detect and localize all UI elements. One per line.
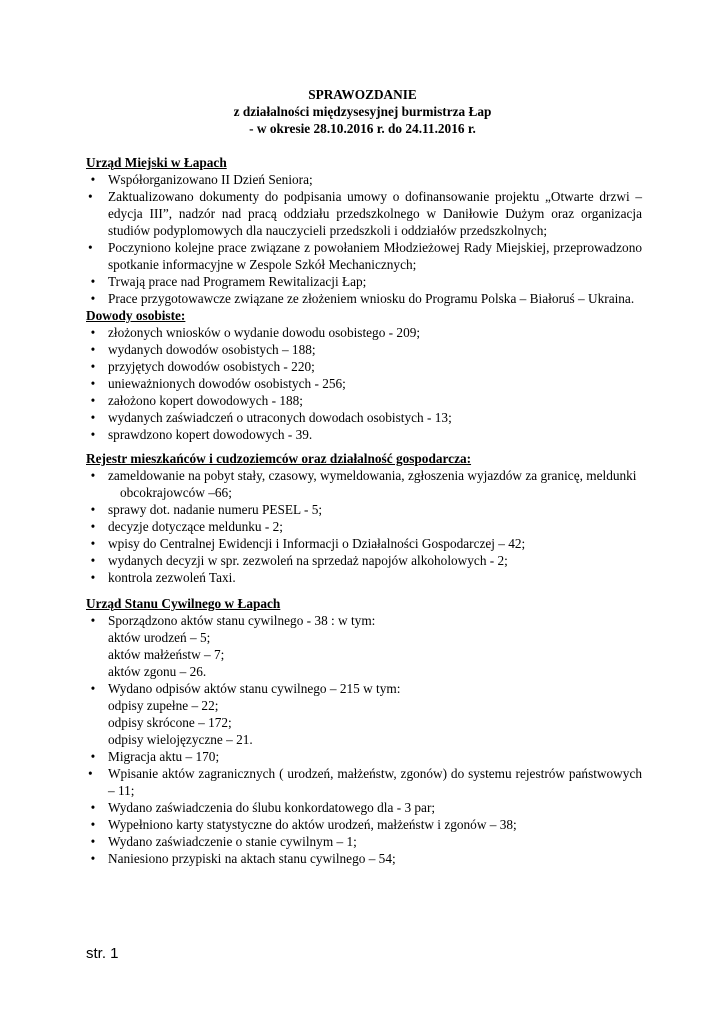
list-item [86, 816, 642, 833]
bullet-icon: • [90, 681, 96, 696]
bullet-icon: • [90, 393, 96, 408]
section-title: Urząd Miejski w Łapach [86, 155, 227, 170]
bullet-icon: • [90, 502, 96, 517]
list-item [86, 426, 642, 443]
section-rejestr [86, 450, 642, 586]
list-item [86, 680, 642, 748]
bullet-icon: • [90, 800, 96, 815]
bullet-icon: • [90, 749, 96, 764]
list-item [86, 552, 642, 569]
report-title: SPRAWOZDANIE [308, 87, 417, 102]
list-item-text: zameldowanie na pobyt stały, czasowy, wymeldowania, zgłoszenia wyjazdów za granicę, meldunki obcokrajowców –66; [108, 468, 637, 500]
sub-item: odpisy skrócone – 172; [108, 715, 232, 730]
bullet-icon: • [90, 468, 96, 483]
list-item [86, 239, 642, 273]
bullet-icon: • [90, 291, 96, 306]
list-item [86, 748, 642, 765]
list-item [86, 324, 642, 341]
bullet-icon: • [90, 376, 96, 391]
rejestr-list [86, 467, 642, 586]
list-item-text: Naniesiono przypiski na aktach stanu cywilnego – 54; [108, 851, 396, 866]
section-dowody-osobiste [86, 307, 642, 443]
report-period: - w okresie 28.10.2016 r. do 24.11.2016 r. [249, 121, 476, 136]
list-item [86, 501, 642, 518]
bullet-icon: • [90, 427, 96, 442]
list-item-text: Migracja aktu – 170; [108, 749, 220, 764]
list-item-text: przyjętych dowodów osobistych - 220; [108, 359, 315, 374]
sub-item: aktów zgonu – 26. [108, 664, 207, 679]
list-item [86, 569, 642, 586]
section-title: Urząd Stanu Cywilnego w Łapach [86, 596, 281, 611]
report-subtitle: z działalności międzysesyjnej burmistrza Łap [233, 104, 492, 119]
list-item-text: Wypełniono karty statystyczne do aktów urodzeń, małżeństw i zgonów – 38; [108, 817, 517, 832]
list-item [86, 833, 642, 850]
list-item [86, 290, 642, 307]
section-urzad-miejski [86, 154, 642, 307]
bullet-icon: • [90, 553, 96, 568]
list-item-text: wydanych decyzji w spr. zezwoleń na sprzedaż napojów alkoholowych - 2; [108, 553, 508, 568]
list-item-text: Wydano odpisów aktów stanu cywilnego – 215 w tym: [108, 681, 401, 696]
sub-item: odpisy wielojęzyczne – 21. [108, 732, 253, 747]
list-item-text: Zaktualizowano dokumenty do podpisania umowy o dofinansowanie projektu „Otwarte drzwi – edycja III”, nadzór nad pracą oddziału przedszkolnego w Daniłowie Dużym oraz organizacja studiów podyplomowych dla nauczycieli przedszkoli i oddziałów przedszkolnych; [108, 189, 642, 238]
list-item-text: Sporządzono aktów stanu cywilnego - 38 : w tym: [108, 613, 376, 628]
section-usc [86, 595, 642, 867]
list-item [86, 467, 642, 501]
list-item-text: Wydano zaświadczenia do ślubu konkordatowego dla - 3 par; [108, 800, 436, 815]
list-item [86, 273, 642, 290]
bullet-icon: • [90, 410, 96, 425]
list-item [86, 375, 642, 392]
list-item-text: Prace przygotowawcze związane ze złożeniem wniosku do Programu Polska – Białoruś – Ukraina. [108, 291, 635, 306]
list-item [86, 612, 642, 680]
bullet-icon: • [90, 274, 96, 289]
list-item [86, 518, 642, 535]
dowody-list [86, 324, 642, 443]
list-item-text: wpisy do Centralnej Ewidencji i Informacji o Działalności Gospodarczej – 42; [108, 536, 526, 551]
list-item-text: sprawy dot. nadanie numeru PESEL - 5; [108, 502, 323, 517]
list-item [86, 850, 642, 867]
bullet-icon: • [90, 325, 96, 340]
list-item-text: decyzje dotyczące meldunku - 2; [108, 519, 283, 534]
list-item-text: założono kopert dowodowych - 188; [108, 393, 303, 408]
sub-item: odpisy zupełne – 22; [108, 698, 219, 713]
list-item-text: sprawdzono kopert dowodowych - 39. [108, 427, 313, 442]
list-item [86, 535, 642, 552]
bullet-icon: • [90, 359, 96, 374]
list-item [86, 358, 642, 375]
list-item-text: Współorganizowano II Dzień Seniora; [108, 172, 313, 187]
list-item-text: Wydano zaświadczenie o stanie cywilnym – 1; [108, 834, 357, 849]
section-title: Dowody osobiste: [86, 308, 186, 323]
bullet-icon: • [90, 613, 96, 628]
list-item-text: Trwają prace nad Programem Rewitalizacji Łap; [108, 274, 367, 289]
list-item [86, 341, 642, 358]
list-item-text: wydanych zaświadczeń o utraconych dowodach osobistych - 13; [108, 410, 452, 425]
report-header [0, 86, 725, 137]
bullet-icon: • [88, 189, 93, 204]
list-item [86, 188, 642, 239]
list-item-text: wydanych dowodów osobistych – 188; [108, 342, 316, 357]
sub-item: aktów urodzeń – 5; [108, 630, 211, 645]
bullet-icon: • [88, 240, 93, 255]
urzad-list [86, 171, 642, 307]
usc-list [86, 612, 642, 867]
bullet-icon: • [90, 536, 96, 551]
list-item-text: złożonych wniosków o wydanie dowodu osobistego - 209; [108, 325, 421, 340]
list-item [86, 392, 642, 409]
page-number: str. 1 [86, 945, 119, 962]
sub-item: aktów małżeństw – 7; [108, 647, 225, 662]
list-item [86, 409, 642, 426]
list-item-text: kontrola zezwoleń Taxi. [108, 570, 236, 585]
list-item-text: unieważnionych dowodów osobistych - 256; [108, 376, 346, 391]
bullet-icon: • [90, 172, 96, 187]
bullet-icon: • [88, 766, 93, 781]
bullet-icon: • [90, 570, 96, 585]
list-item [86, 799, 642, 816]
bullet-icon: • [90, 342, 96, 357]
list-item [86, 765, 642, 799]
list-item-text: Wpisanie aktów zagranicznych ( urodzeń, małżeństw, zgonów) do systemu rejestrów państwowych – 11; [108, 766, 642, 798]
list-item [86, 171, 642, 188]
section-title: Rejestr mieszkańców i cudzoziemców oraz działalność gospodarcza: [86, 451, 472, 466]
bullet-icon: • [90, 851, 96, 866]
bullet-icon: • [90, 519, 96, 534]
bullet-icon: • [90, 834, 96, 849]
list-item-text: Poczyniono kolejne prace związane z powołaniem Młodzieżowej Rady Miejskiej, przeprowadzono spotkanie informacyjne w Zespole Szkół Mechanicznych; [108, 240, 642, 272]
bullet-icon: • [90, 817, 96, 832]
